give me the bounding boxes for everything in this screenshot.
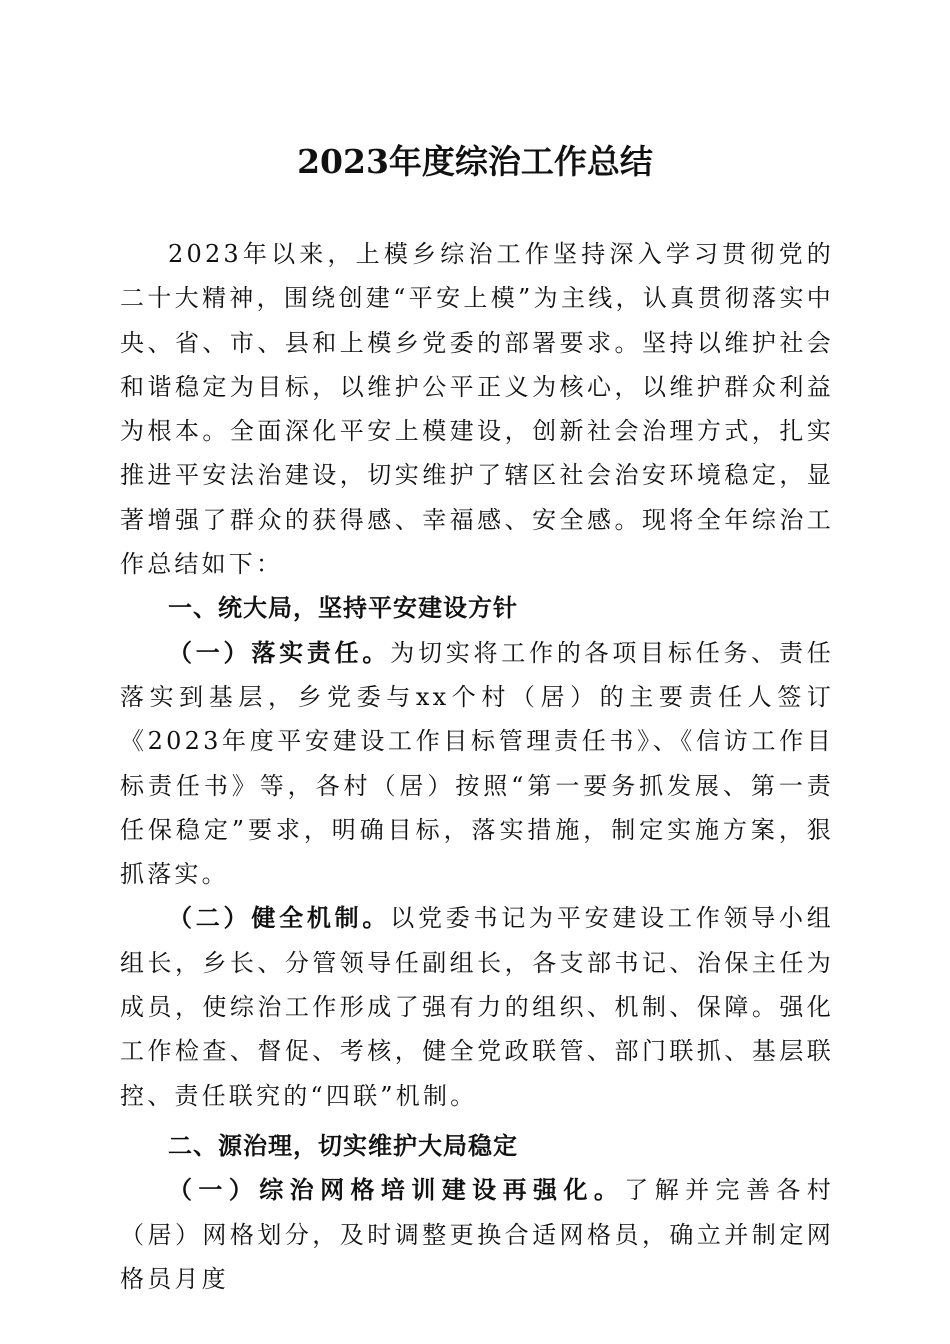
section-1-item-2-lead: （二）健全机制。 [168, 903, 391, 933]
section-2-item-1 [120, 1168, 834, 1301]
section-1-item-1 [120, 631, 834, 897]
section-1-item-2-text: 以党委书记为平安建设工作领导小组组长，乡长、分管领导任副组长，各支部书记、治保主任为成员，使综治工作形成了强有力的组织、机制、保障。强化工作检查、督促、考核，健全党政联管、部门联抓、基层联控、责任联究的“四联”机制。 [120, 904, 834, 1110]
intro-paragraph: 2023年以来，上模乡综治工作坚持深入学习贯彻党的二十大精神，围绕创建“平安上模”为主线，认真贯彻落实中央、省、市、县和上模乡党委的部署要求。坚持以维护社会和谐稳定为目标，以维护公平正义为核心，以维护群众利益为根本。全面深化平安上模建设，创新社会治理方式，扎实推进平安法治建设，切实维护了辖区社会治安环境稳定，显著增强了群众的获得感、幸福感、安全感。现将全年综治工作总结如下： [120, 240, 834, 579]
section-1-item-1-lead: （一）落实责任。 [168, 637, 391, 667]
section-1-item-2 [120, 896, 834, 1117]
document-title: 2023年度综治工作总结 [297, 142, 653, 181]
section-1-heading: 一、统大局，坚持平安建设方针 [168, 593, 518, 623]
section-2-item-1-text: 了解并完善各村（居）网格划分，及时调整更换合适网格员，确立并制定网格员月度 [120, 1176, 834, 1293]
section-2-heading: 二、源治理，切实维护大局稳定 [168, 1130, 518, 1160]
document-body [120, 232, 834, 1301]
section-1-item-1-text: 为切实将工作的各项目标任务、责任落实到基层，乡党委与xx个村（居）的主要责任人签订《2023年度平安建设工作目标管理责任书》、《信访工作目标责任书》等，各村（居）按照“第一要务抓发展、第一责任保稳定”要求，明确目标，落实措施，制定实施方案，狠抓落实。 [120, 638, 834, 889]
section-2-item-1-lead: （一）综治网格培训建设再强化。 [168, 1175, 625, 1205]
